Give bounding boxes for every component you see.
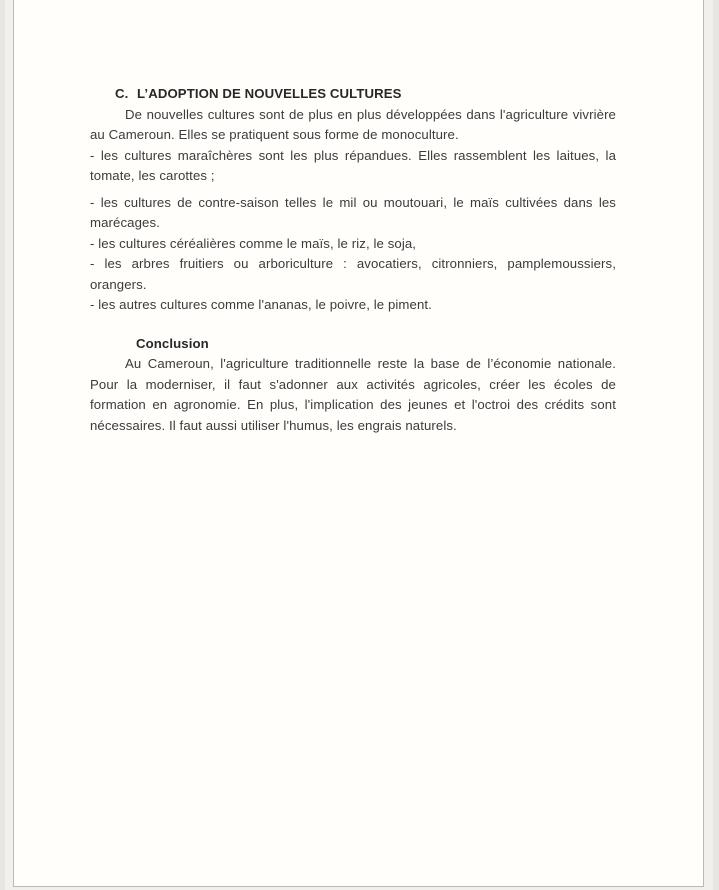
intro-paragraph: De nouvelles cultures sont de plus en plus développées dans l'agriculture vivrière au Cameroun. Elles se pratiquent sous forme de monoculture. bbox=[90, 106, 616, 142]
list-item-cultures-contre-saison: - les cultures de contre-saison telles le mil ou moutouari, le maïs cultivées dans les marécages. bbox=[90, 194, 616, 230]
page-content bbox=[14, 0, 703, 436]
list-item-autres-cultures: - les autres cultures comme l'ananas, le poivre, le piment. bbox=[90, 297, 432, 312]
viewport-right-shade bbox=[713, 0, 719, 890]
list-item-arbres-fruitiers: - les arbres fruitiers ou arboriculture : avocatiers, citronniers, pamplemoussiers, orangers. bbox=[90, 256, 616, 292]
document-page[interactable] bbox=[13, 0, 704, 887]
conclusion-paragraph: Au Cameroun, l'agriculture traditionnelle reste la base de l’économie nationale. Pour la moderniser, il faut s'adonner aux activités agricoles, créer les écoles de formation en agronomie. En plus, l'implication des jeunes et l'octroi des crédits sont nécessaires. Il faut aussi utiliser l'humus, les engrais naturels. bbox=[90, 356, 616, 433]
conclusion-heading: Conclusion bbox=[136, 335, 209, 351]
section-heading bbox=[90, 84, 616, 105]
section-title: L’ADOPTION DE NOUVELLES CULTURES bbox=[137, 86, 402, 101]
list-item-cultures-cerealieres: - les cultures céréalières comme le maïs, le riz, le soja, bbox=[90, 235, 417, 251]
section-letter: C. bbox=[115, 86, 129, 101]
list-item-cultures-maraicheres: - les cultures maraîchères sont les plus répandues. Elles rassemblent les laitues, la tomate, les carottes ; bbox=[90, 147, 616, 183]
viewport-left-shade bbox=[0, 0, 5, 890]
